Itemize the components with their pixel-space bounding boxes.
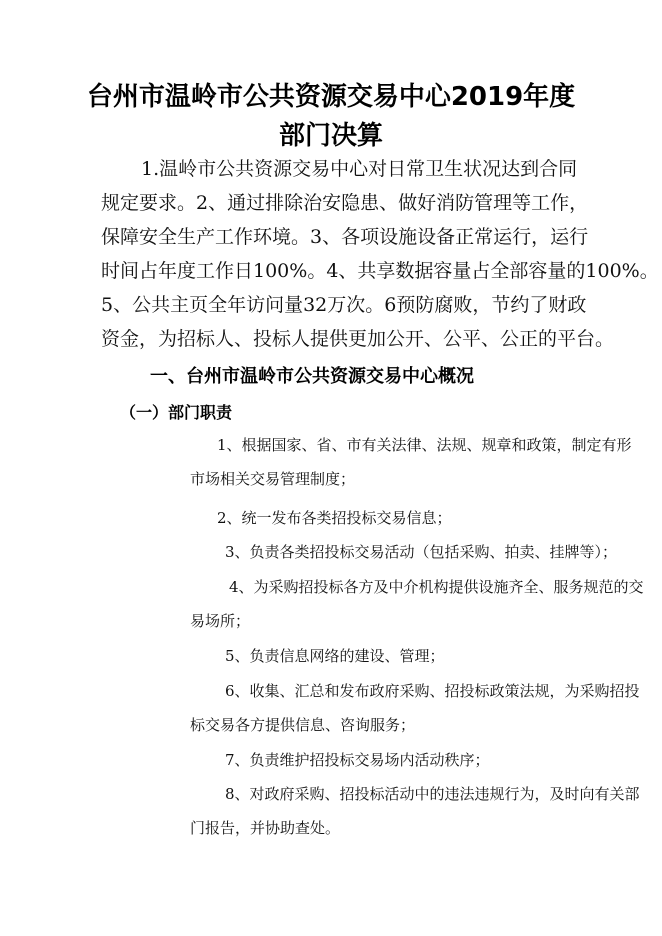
duty-line: 5、负责信息网络的建设、管理； bbox=[225, 647, 445, 665]
section-heading: 一、台州市温岭市公共资源交易中心概况 bbox=[150, 366, 474, 387]
duty-line: 6、收集、汇总和发布政府采购、招投标政策法规，为采购招投 bbox=[225, 682, 640, 700]
duty-line: 3、负责各类招投标交易活动（包括采购、拍卖、挂牌等）； bbox=[225, 543, 618, 561]
intro-line: 规定要求。2、通过排除治安隐患、做好消防管理等工作， bbox=[101, 192, 589, 214]
document-title-line1: 台州市温岭市公共资源交易中心2019年度 bbox=[86, 82, 576, 112]
duty-line: 易场所； bbox=[190, 612, 251, 630]
intro-line: 资金，为招标人、投标人提供更加公开、公平、公正的平台。 bbox=[101, 328, 615, 350]
intro-line: 时间占年度工作日100%。4、共享数据容量占全部容量的100%。 bbox=[101, 260, 659, 282]
intro-line: 5、公共主页全年访问量32万次。6预防腐败，节约了财政 bbox=[101, 294, 587, 316]
duty-line: 标交易各方提供信息、咨询服务； bbox=[190, 716, 416, 734]
intro-line: 保障安全生产工作环境。3、各项设施设备正常运行，运行 bbox=[101, 226, 589, 248]
duty-line: 8、对政府采购、招投标活动中的违法违规行为，及时向有关部 bbox=[225, 785, 640, 803]
duty-line: 1、根据国家、省、市有关法律、法规、规章和政策，制定有形 bbox=[217, 436, 632, 454]
duty-line: 7、负责维护招投标交易场内活动秩序； bbox=[225, 751, 490, 769]
section-sub-heading: （一）部门职责 bbox=[120, 403, 233, 422]
duty-line: 市场相关交易管理制度； bbox=[190, 470, 356, 488]
document-title-line2: 部门决算 bbox=[278, 121, 383, 151]
duty-line: 2、统一发布各类招投标交易信息； bbox=[217, 509, 452, 527]
duty-line: 门报告，并协助查处。 bbox=[190, 819, 341, 837]
intro-line: 1.温岭市公共资源交易中心对日常卫生状况达到合同 bbox=[141, 158, 578, 180]
duty-line: 4、为采购招投标各方及中介机构提供设施齐全、服务规范的交 bbox=[229, 578, 644, 596]
